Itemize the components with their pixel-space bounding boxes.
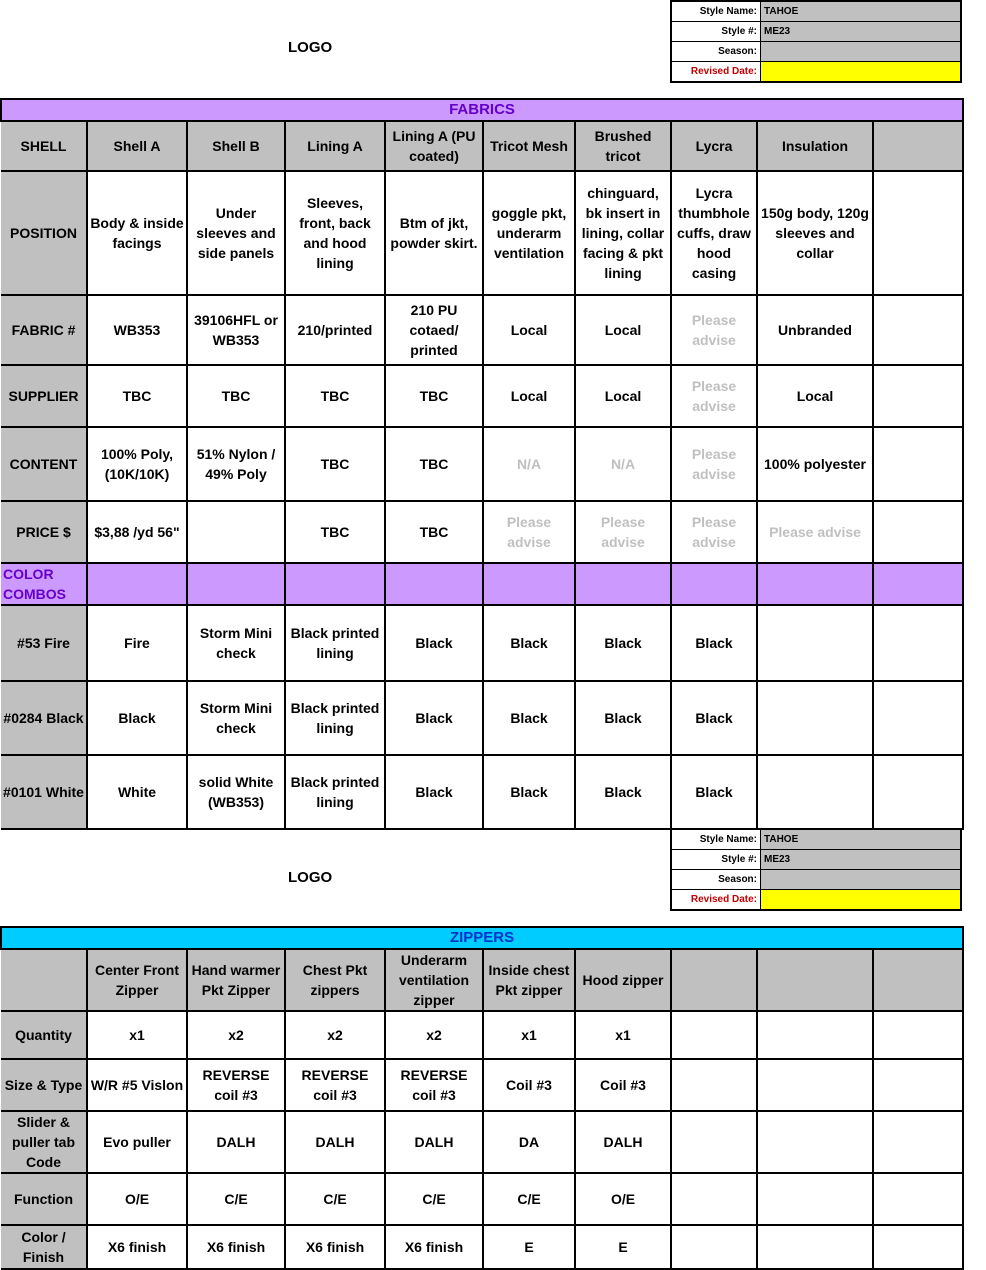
table-cell (873, 171, 963, 295)
table-cell: Unbranded (757, 295, 873, 365)
table-cell: E (483, 1225, 575, 1269)
table-cell: x1 (87, 1011, 187, 1059)
table-cell: N/A (575, 427, 671, 501)
table-cell (671, 563, 757, 605)
table-cell (757, 1173, 873, 1225)
zippers-table (0, 926, 964, 1270)
column-header (873, 949, 963, 1011)
style-name-label: Style Name: (671, 1, 761, 22)
row-label: Slider & puller tab Code (1, 1111, 87, 1173)
table-cell: TBC (385, 365, 483, 427)
column-header: Brushed tricot (575, 121, 671, 171)
row-label: CONTENT (1, 427, 87, 501)
table-cell: TBC (187, 365, 285, 427)
row-label: POSITION (1, 171, 87, 295)
table-cell: Under sleeves and side panels (187, 171, 285, 295)
table-cell (671, 1011, 757, 1059)
table-cell (873, 501, 963, 563)
table-cell: REVERSE coil #3 (285, 1059, 385, 1111)
table-cell: TBC (285, 427, 385, 501)
column-header: Center Front Zipper (87, 949, 187, 1011)
row-label: PRICE $ (1, 501, 87, 563)
revised-date-value (761, 62, 962, 83)
table-cell (483, 563, 575, 605)
table-cell: $3,88 /yd 56" (87, 501, 187, 563)
table-cell: Black (671, 605, 757, 681)
table-cell: O/E (87, 1173, 187, 1225)
table-cell: REVERSE coil #3 (385, 1059, 483, 1111)
table-cell: goggle pkt, underarm ventilation (483, 171, 575, 295)
row-label: Size & Type (1, 1059, 87, 1111)
table-cell (187, 501, 285, 563)
table-cell (873, 427, 963, 501)
table-cell: X6 finish (87, 1225, 187, 1269)
table-cell: DALH (575, 1111, 671, 1173)
column-header: Insulation (757, 121, 873, 171)
table-cell (187, 563, 285, 605)
table-cell (671, 1173, 757, 1225)
table-cell (575, 563, 671, 605)
table-cell: Black (575, 605, 671, 681)
table-cell: Local (757, 365, 873, 427)
revised-date-value (761, 890, 962, 911)
row-label: #0284 Black (1, 681, 87, 755)
table-cell: Black (385, 755, 483, 829)
table-cell: Please advise (671, 295, 757, 365)
table-cell: x2 (285, 1011, 385, 1059)
table-cell: x2 (385, 1011, 483, 1059)
table-cell: Please advise (671, 501, 757, 563)
logo-placeholder: LOGO (288, 39, 333, 56)
style-name-label: Style Name: (671, 829, 761, 850)
column-header: Shell A (87, 121, 187, 171)
table-cell: Fire (87, 605, 187, 681)
table-cell: E (575, 1225, 671, 1269)
season-value (761, 42, 962, 62)
table-cell: Black (671, 681, 757, 755)
color-combos-label: COLOR COMBOS (1, 563, 87, 605)
table-cell: 210 PU cotaed/ printed (385, 295, 483, 365)
table-cell: x1 (483, 1011, 575, 1059)
table-cell: Black printed lining (285, 755, 385, 829)
table-cell: TBC (285, 501, 385, 563)
style-name-value: TAHOE (761, 1, 962, 22)
table-cell: Black (483, 755, 575, 829)
season-label: Season: (671, 870, 761, 890)
table-cell (671, 1111, 757, 1173)
style-info-table (670, 0, 962, 83)
table-cell: 210/printed (285, 295, 385, 365)
table-cell: Lycra thumbhole cuffs, draw hood casing (671, 171, 757, 295)
table-cell: Local (483, 295, 575, 365)
table-cell: Please advise (575, 501, 671, 563)
table-cell: 39106HFL or WB353 (187, 295, 285, 365)
table-cell: White (87, 755, 187, 829)
column-header (873, 121, 963, 171)
column-header: Hand warmer Pkt Zipper (187, 949, 285, 1011)
table-cell (87, 563, 187, 605)
table-cell: C/E (187, 1173, 285, 1225)
column-header (1, 949, 87, 1011)
row-label: #53 Fire (1, 605, 87, 681)
table-cell: Please advise (757, 501, 873, 563)
table-cell (385, 563, 483, 605)
table-cell: WB353 (87, 295, 187, 365)
fabrics-table (0, 98, 964, 830)
column-header: Tricot Mesh (483, 121, 575, 171)
style-number-value: ME23 (761, 850, 962, 870)
table-cell: O/E (575, 1173, 671, 1225)
column-header (671, 949, 757, 1011)
table-cell (757, 755, 873, 829)
table-cell: Please advise (671, 427, 757, 501)
table-cell (873, 365, 963, 427)
column-header: Underarm ventilation zipper (385, 949, 483, 1011)
table-cell: Black (87, 681, 187, 755)
column-header (757, 949, 873, 1011)
style-number-value: ME23 (761, 22, 962, 42)
table-cell: Storm Mini check (187, 605, 285, 681)
season-value (761, 870, 962, 890)
table-cell: solid White (WB353) (187, 755, 285, 829)
logo-placeholder: LOGO (288, 869, 333, 886)
table-cell: X6 finish (285, 1225, 385, 1269)
table-cell (285, 563, 385, 605)
table-cell: 100% Poly, (10K/10K) (87, 427, 187, 501)
table-cell: DA (483, 1111, 575, 1173)
table-cell (757, 1011, 873, 1059)
table-cell: Black (575, 681, 671, 755)
column-header: Lining A (PU coated) (385, 121, 483, 171)
table-cell: DALH (187, 1111, 285, 1173)
table-cell: Please advise (671, 365, 757, 427)
table-cell (757, 681, 873, 755)
table-cell (671, 1225, 757, 1269)
table-cell (873, 1173, 963, 1225)
table-cell: W/R #5 Vislon (87, 1059, 187, 1111)
table-cell (757, 1059, 873, 1111)
table-cell: DALH (385, 1111, 483, 1173)
column-header: Lycra (671, 121, 757, 171)
table-cell: TBC (87, 365, 187, 427)
table-cell (873, 1225, 963, 1269)
table-cell (873, 755, 963, 829)
column-header: SHELL (1, 121, 87, 171)
fabrics-section-title: FABRICS (1, 99, 963, 121)
table-cell: Local (575, 295, 671, 365)
table-cell: Storm Mini check (187, 681, 285, 755)
table-cell: Black (385, 681, 483, 755)
table-cell: C/E (385, 1173, 483, 1225)
table-cell: Please advise (483, 501, 575, 563)
table-cell: X6 finish (187, 1225, 285, 1269)
style-number-label: Style #: (671, 22, 761, 42)
table-cell (757, 1111, 873, 1173)
table-cell: Black (483, 681, 575, 755)
table-cell: Black (483, 605, 575, 681)
table-cell: 51% Nylon / 49% Poly (187, 427, 285, 501)
table-cell: REVERSE coil #3 (187, 1059, 285, 1111)
table-cell (671, 1059, 757, 1111)
table-cell: Black printed lining (285, 605, 385, 681)
table-cell: C/E (483, 1173, 575, 1225)
table-cell (757, 563, 873, 605)
table-cell (873, 681, 963, 755)
table-cell: DALH (285, 1111, 385, 1173)
row-label: Quantity (1, 1011, 87, 1059)
season-label: Season: (671, 42, 761, 62)
style-info-table (670, 828, 962, 911)
table-cell (873, 295, 963, 365)
table-cell: 150g body, 120g sleeves and collar (757, 171, 873, 295)
row-label: Color / Finish (1, 1225, 87, 1269)
table-cell: Black (671, 755, 757, 829)
table-cell (873, 605, 963, 681)
table-cell: 100% polyester (757, 427, 873, 501)
table-cell: TBC (285, 365, 385, 427)
table-cell: x2 (187, 1011, 285, 1059)
column-header: Lining A (285, 121, 385, 171)
table-cell: N/A (483, 427, 575, 501)
column-header: Hood zipper (575, 949, 671, 1011)
table-cell (873, 563, 963, 605)
table-cell: Evo puller (87, 1111, 187, 1173)
row-label: FABRIC # (1, 295, 87, 365)
row-label: Function (1, 1173, 87, 1225)
table-cell (757, 605, 873, 681)
table-cell: Black printed lining (285, 681, 385, 755)
zippers-section-title: ZIPPERS (1, 927, 963, 949)
revised-date-label: Revised Date: (671, 890, 761, 911)
table-cell: Black (385, 605, 483, 681)
table-cell: Black (575, 755, 671, 829)
table-cell: C/E (285, 1173, 385, 1225)
table-cell: Local (483, 365, 575, 427)
revised-date-label: Revised Date: (671, 62, 761, 83)
table-cell: Local (575, 365, 671, 427)
row-label: #0101 White (1, 755, 87, 829)
table-cell: TBC (385, 501, 483, 563)
table-cell (873, 1059, 963, 1111)
column-header: Inside chest Pkt zipper (483, 949, 575, 1011)
table-cell: Sleeves, front, back and hood lining (285, 171, 385, 295)
table-cell (873, 1011, 963, 1059)
table-cell: TBC (385, 427, 483, 501)
row-label: SUPPLIER (1, 365, 87, 427)
table-cell: chinguard, bk insert in lining, collar facing & pkt lining (575, 171, 671, 295)
table-cell (757, 1225, 873, 1269)
column-header: Shell B (187, 121, 285, 171)
table-cell: X6 finish (385, 1225, 483, 1269)
column-header: Chest Pkt zippers (285, 949, 385, 1011)
table-cell: x1 (575, 1011, 671, 1059)
style-number-label: Style #: (671, 850, 761, 870)
table-cell (873, 1111, 963, 1173)
style-name-value: TAHOE (761, 829, 962, 850)
table-cell: Btm of jkt, powder skirt. (385, 171, 483, 295)
table-cell: Coil #3 (483, 1059, 575, 1111)
table-cell: Coil #3 (575, 1059, 671, 1111)
table-cell: Body & inside facings (87, 171, 187, 295)
